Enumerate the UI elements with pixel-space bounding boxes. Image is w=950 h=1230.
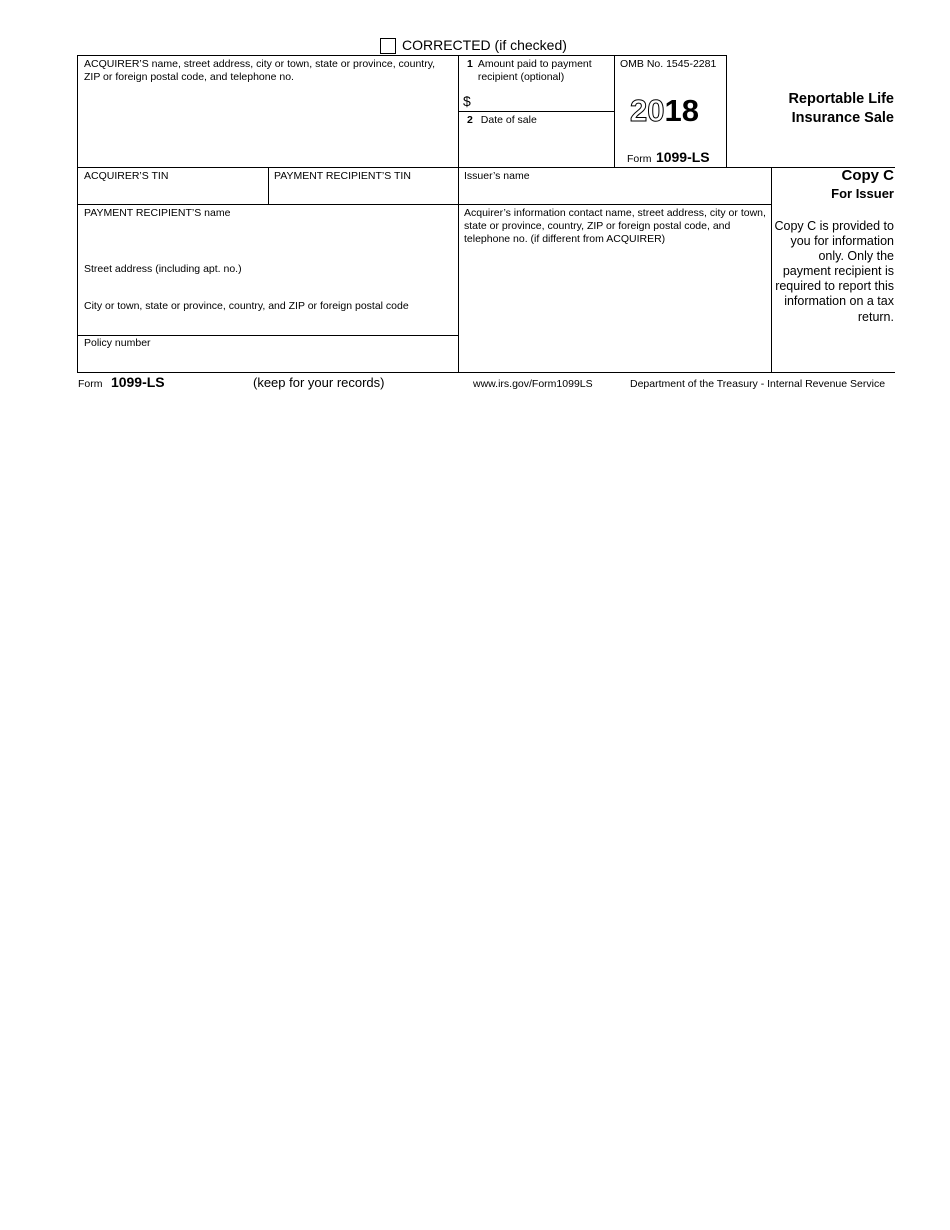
box1-amount-field[interactable] [476,90,610,108]
divider-v-left-col [458,55,459,373]
copy-title: Copy C [841,167,894,184]
city-state-label: City or town, state or province, country, and ZIP or foreign postal code [84,300,409,312]
box2-label [467,114,537,127]
recipient-tin-label: PAYMENT RECIPIENT’S TIN [274,170,411,182]
footer-form-number: 1099-LS [110,374,165,390]
form-bottom-border [77,372,895,373]
policy-number-field[interactable] [80,351,456,370]
corrected-label: CORRECTED (if checked) [402,37,567,53]
form-left-border [77,55,78,373]
copy-instructions: Copy C is provided to you for information only. Only the payment recipient is required to report this information on a tax return. [774,219,894,324]
box1-number: 1 [467,58,473,70]
omb-number: OMB No. 1545-2281 [620,58,717,70]
acquirer-contact-field[interactable] [461,248,769,370]
corrected-checkbox[interactable] [380,38,396,54]
copy-subtitle: For Issuer [831,186,894,201]
box1-dollar-sign: $ [463,93,471,109]
form-title-line2: Insurance Sale [791,110,894,126]
footer-url[interactable]: www.irs.gov/Form1099LS [473,378,593,390]
footer-keep-records: (keep for your records) [253,375,385,390]
street-address-label: Street address (including apt. no.) [84,263,242,275]
box2-text: Date of sale [480,114,537,126]
divider-h-row1 [77,167,895,168]
city-state-field[interactable] [80,314,456,333]
form-title [788,90,894,128]
divider-h-box1 [458,111,614,112]
recipient-name-field[interactable] [80,221,456,261]
tax-year [630,93,699,129]
divider-h-row2 [77,204,771,205]
acquirer-tin-label: ACQUIRER’S TIN [84,170,169,182]
form-prefix-header: Form [627,153,652,165]
acquirer-name-field[interactable] [80,86,456,164]
footer-department: Department of the Treasury - Internal Revenue Service [630,378,886,390]
acquirer-tin-field[interactable] [80,184,265,202]
box2-number: 2 [467,114,473,126]
street-address-field[interactable] [80,277,456,297]
recipient-name-label: PAYMENT RECIPIENT’S name [84,207,231,219]
tax-year-outline: 20 [630,93,665,128]
acquirer-name-label: ACQUIRER’S name, street address, city or town, state or province, country, ZIP or foreign postal code, and telephone no. [84,58,436,83]
recipient-tin-field[interactable] [271,184,455,202]
form-number-header: 1099-LS [655,149,710,165]
footer-form-id [78,374,165,392]
issuer-name-field[interactable] [461,184,769,202]
issuer-name-label: Issuer’s name [464,170,530,182]
form-top-border [77,55,727,56]
divider-v-omb [726,55,727,167]
tax-year-bold: 18 [664,93,699,128]
form-id-header [627,149,710,167]
divider-v-box1 [614,55,615,167]
divider-h-policy [77,335,458,336]
box2-date-field[interactable] [462,130,610,164]
box1-label [467,58,609,84]
footer-form-prefix: Form [78,378,103,390]
policy-number-label: Policy number [84,337,151,349]
form-title-line1: Reportable Life [788,91,894,107]
box1-text: Amount paid to payment recipient (optional) [477,58,592,83]
divider-v-tin [268,167,269,204]
acquirer-contact-label: Acquirer’s information contact name, street address, city or town, state or province, country, ZIP or foreign postal code, and telephone no. (if different from ACQUIRER) [464,207,766,245]
